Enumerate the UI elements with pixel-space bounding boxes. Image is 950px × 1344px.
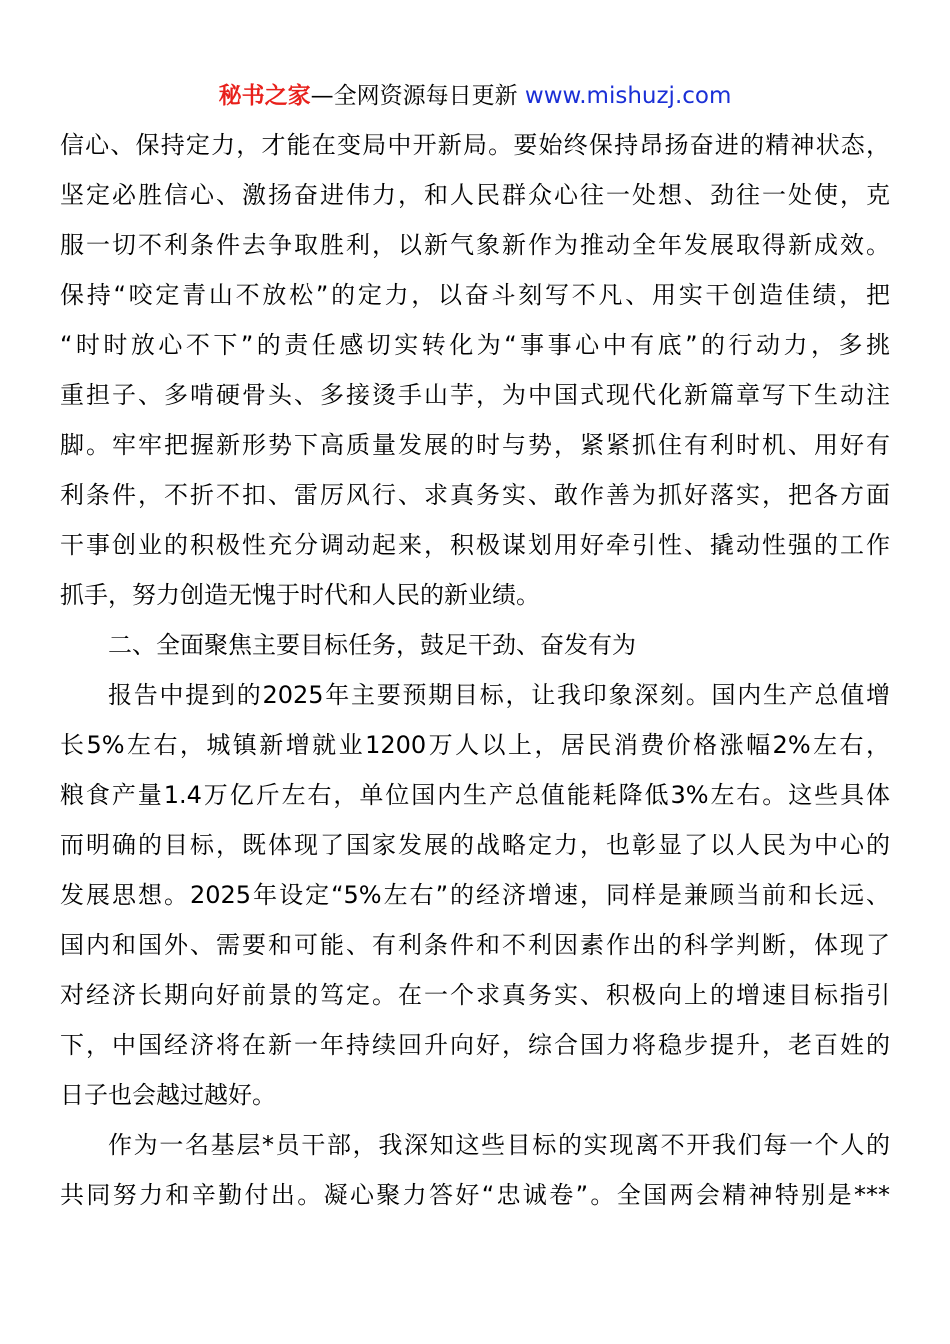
text-line: 重担子、多啃硬骨头、多接烫手山芋，为中国式现代化新篇章写下生动注 [60,381,890,409]
text-line: 脚。牢牢把握新形势下高质量发展的时与势，紧紧抓住有利时机、用好有 [60,431,890,459]
text-line: 粮食产量1.4万亿斤左右，单位国内生产总值能耗降低3%左右。这些具体 [60,781,890,809]
section-heading: 二、全面聚焦主要目标任务，鼓足干劲、奋发有为 [108,631,636,659]
text-line: 利条件，不折不扣、雷厉风行、求真务实、敢作善为抓好落实，把各方面 [60,481,890,509]
site-header [0,80,950,112]
text-line: 作为一名基层*员干部，我深知这些目标的实现离不开我们每一个人的 [108,1131,890,1159]
text-line: 报告中提到的2025年主要预期目标，让我印象深刻。国内生产总值增 [108,681,890,709]
text-line: 长5%左右，城镇新增就业1200万人以上，居民消费价格涨幅2%左右， [60,731,890,759]
text-line: 国内和国外、需要和可能、有利条件和不利因素作出的科学判断，体现了 [60,931,890,959]
site-brand: 秘书之家 [218,83,311,109]
document-body [60,120,890,1220]
text-line: 日子也会越过越好。 [60,1081,276,1109]
text-line: 信心、保持定力，才能在变局中开新局。要始终保持昂扬奋进的精神状态， [60,131,890,159]
text-line: 干事创业的积极性充分调动起来，积极谋划用好牵引性、撬动性强的工作 [60,531,890,559]
text-line: 下，中国经济将在新一年持续回升向好，综合国力将稳步提升，老百姓的 [60,1031,890,1059]
text-line: 对经济长期向好前景的笃定。在一个求真务实、积极向上的增速目标指引 [60,981,890,1009]
site-tagline: —全网资源每日更新 [310,83,518,109]
text-line: 保持“咬定青山不放松”的定力，以奋斗刻写不凡、用实干创造佳绩，把 [60,281,890,309]
text-line: “时时放心不下”的责任感切实转化为“事事心中有底”的行动力，多挑 [60,331,890,359]
text-line: 服一切不利条件去争取胜利，以新气象新作为推动全年发展取得新成效。 [60,231,890,259]
site-url-link[interactable]: www.mishuzj.com [524,83,732,109]
text-line: 共同努力和辛勤付出。凝心聚力答好“忠诚卷”。全国两会精神特别是*** [60,1181,890,1209]
text-line: 而明确的目标，既体现了国家发展的战略定力，也彰显了以人民为中心的 [60,831,890,859]
text-line: 发展思想。2025年设定“5%左右”的经济增速，同样是兼顾当前和长远、 [60,881,890,909]
text-line: 抓手，努力创造无愧于时代和人民的新业绩。 [60,581,540,609]
text-line: 坚定必胜信心、激扬奋进伟力，和人民群众心往一处想、劲往一处使，克 [60,181,890,209]
